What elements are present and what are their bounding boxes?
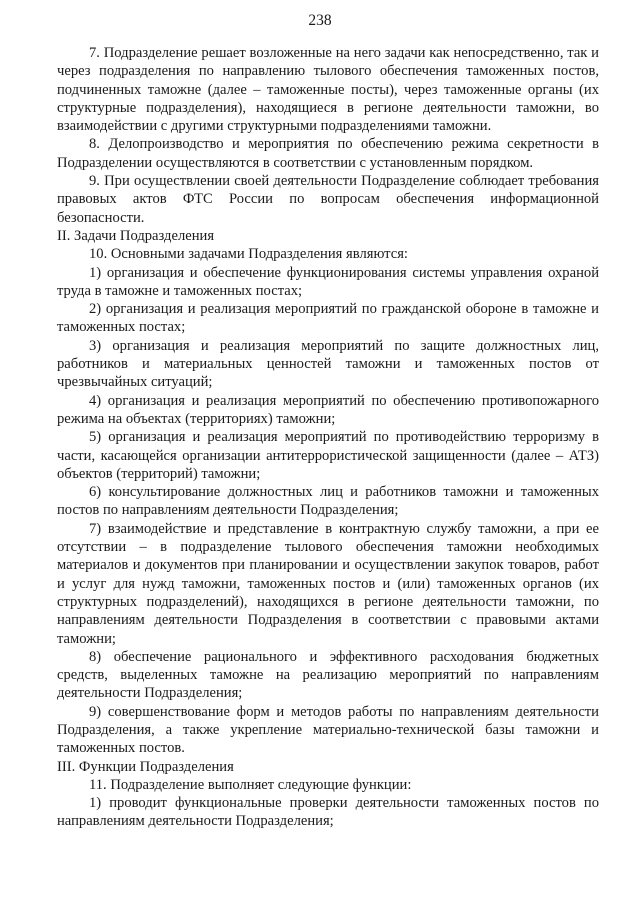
function-item-1: 1) проводит функциональные проверки деятельности таможенных постов по направлениям деятельности Подразделения; xyxy=(57,795,599,830)
paragraph-9: 9. При осуществлении своей деятельности Подразделение соблюдает требования правовых актов ФТС России по вопросам обеспечения информационной безопасности. xyxy=(57,173,599,226)
task-item-3: 3) организация и реализация мероприятий по защите должностных лиц, работников и материальных ценностей таможни и таможенных постов от чрезвычайных ситуаций; xyxy=(57,337,599,391)
section-title-functions: III. Функции Подразделения xyxy=(57,758,234,775)
paragraph-11: 11. Подразделение выполняет следующие функции: xyxy=(89,776,412,793)
task-item-1: 1) организация и обеспечение функционирования системы управления охраной труда в таможне и таможенных постах; xyxy=(57,264,599,299)
document-body xyxy=(57,44,599,831)
task-item-4: 4) организация и реализация мероприятий по обеспечению противопожарного режима на объектах (территориях) таможни; xyxy=(57,392,599,427)
task-item-9: 9) совершенствование форм и методов работы по направлениям деятельности Подразделения, а также укрепление материально-технической базы таможни и таможенных постов. xyxy=(57,703,599,757)
paragraph-7: 7. Подразделение решает возложенные на него задачи как непосредственно, так и через подразделения по направлению тылового обеспечения таможенных постов, подчиненных таможне (далее – таможенные посты), через таможенные органы (их структурные подразделения), находящиеся в регионе деятельности таможни, во взаимодействии с другими структурными подразделениями таможни. xyxy=(57,45,599,135)
task-item-2: 2) организация и реализация мероприятий по гражданской обороне в таможне и таможенных постах; xyxy=(57,301,599,336)
task-item-6: 6) консультирование должностных лиц и работников таможни и таможенных постов по направлениям деятельности Подразделения; xyxy=(57,484,599,519)
paragraph-10: 10. Основными задачами Подразделения являются: xyxy=(89,246,408,263)
task-item-8: 8) обеспечение рационального и эффективного расходования бюджетных средств, выделенных таможне на реализацию мероприятий по направлениям деятельности Подразделения; xyxy=(57,648,599,702)
paragraph-8: 8. Делопроизводство и мероприятия по обеспечению режима секретности в Подразделении осуществляются в соответствии с установленным порядком. xyxy=(57,136,599,171)
task-item-7: 7) взаимодействие и представление в контрактную службу таможни, а при ее отсутствии – в подразделение тылового обеспечения таможни необходимых материалов и документов при планировании и осуществлении закупок товаров, работ и услуг для нужд таможни, таможенных постов и (или) таможенных органов (их структурных подразделений), находящихся в регионе деятельности таможни, по направлениям деятельности Подразделения в соответствии с правовыми актами таможни; xyxy=(57,520,599,647)
page-number: 238 xyxy=(308,12,332,29)
section-title-tasks: II. Задачи Подразделения xyxy=(57,227,215,244)
task-item-5: 5) организация и реализация мероприятий по противодействию терроризму в части, касающейся организации антитеррористической защищенности (далее – АТЗ) объектов (территорий) таможни; xyxy=(57,429,599,482)
